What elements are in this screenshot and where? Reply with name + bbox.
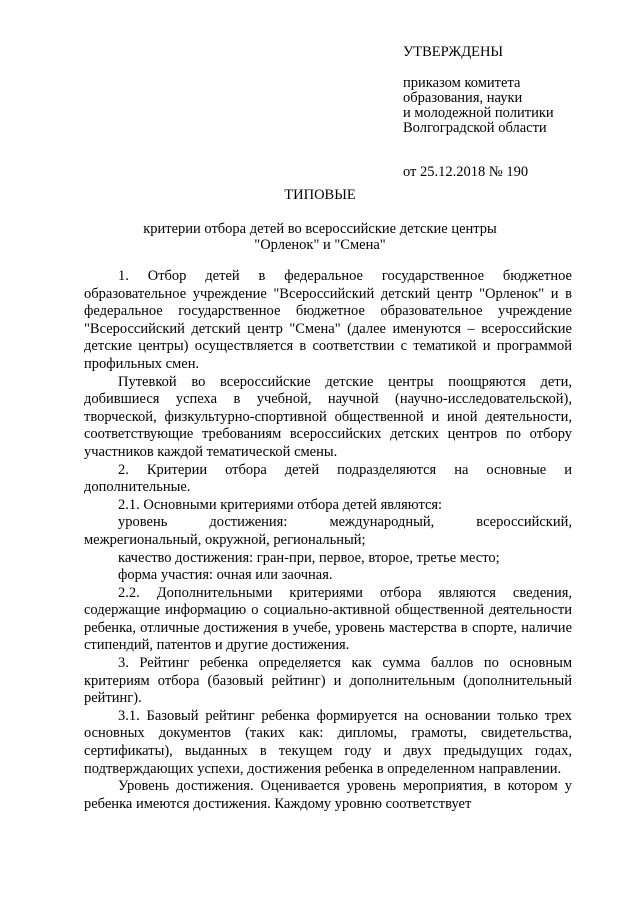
paragraph-5: уровень достижения: международный, всероссийский, межрегиональный, окружной, региональный;: [84, 514, 572, 548]
approval-block: [403, 45, 603, 180]
document-subtitle: [0, 221, 640, 253]
paragraph-7: форма участия: очная или заочная.: [118, 567, 333, 584]
document-title: ТИПОВЫЕ: [284, 187, 356, 203]
approval-line: Волгоградской области: [403, 120, 547, 136]
order-date: от 25.12.2018 № 190: [403, 164, 529, 180]
paragraph-2: Путевкой во всероссийские детские центры поощряются дети, добившиеся успеха в учебной, научной (научно-исследовательской), творческой, физкультурно-спортивной общественной и иной деятельности, соответствующие требованиям всероссийских детских центров по отбору участников каждой тематической смены.: [84, 373, 572, 460]
paragraph-9: 3. Рейтинг ребенка определяется как сумма баллов по основным критериям отбора (базовый рейтинг) и дополнительным (дополнительный рейтинг).: [84, 655, 572, 707]
approval-heading: УТВЕРЖДЕНЫ: [403, 44, 504, 60]
document-body: [84, 268, 572, 813]
paragraph-8: 2.2. Дополнительными критериями отбора являются сведения, содержащие информацию о социально-активной общественной деятельности ребенка, отличные достижения в учебе, уровень мастерства в спорте, наличие стипендий, патентов и другие достижения.: [84, 584, 572, 654]
paragraph-4: 2.1. Основными критериями отбора детей являются:: [118, 496, 443, 513]
paragraph-1: 1. Отбор детей в федеральное государственное бюджетное образовательное учреждение "Всероссийский детский центр "Орленок" и в федеральное государственное бюджетное образовательное учреждение "Всероссийский детский центр "Смена" (далее именуются – всероссийские детские центры) осуществляется в соответствии с тематикой и программой профильных смен.: [84, 268, 572, 372]
approval-line: и молодежной политики: [403, 105, 554, 121]
paragraph-3: 2. Критерии отбора детей подразделяются на основные и дополнительные.: [84, 461, 572, 496]
paragraph-11: Уровень достижения. Оценивается уровень мероприятия, в котором у ребенка имеются достижения. Каждому уровню соответствует: [84, 778, 572, 812]
approval-line: приказом комитета: [403, 75, 521, 91]
subtitle-line: "Орленок" и "Смена": [254, 237, 386, 253]
subtitle-line: критерии отбора детей во всероссийские детские центры: [143, 221, 497, 237]
paragraph-10: 3.1. Базовый рейтинг ребенка формируется на основании только трех основных документов (таких как: дипломы, грамоты, свидетельства, сертификаты), выданных в текущем году и двух предыдущих годах, подтверждающих успехи, достижения ребенка в определенном направлении.: [84, 707, 572, 777]
paragraph-6: качество достижения: гран-при, первое, второе, третье место;: [118, 549, 500, 566]
approval-line: образования, науки: [403, 90, 523, 106]
